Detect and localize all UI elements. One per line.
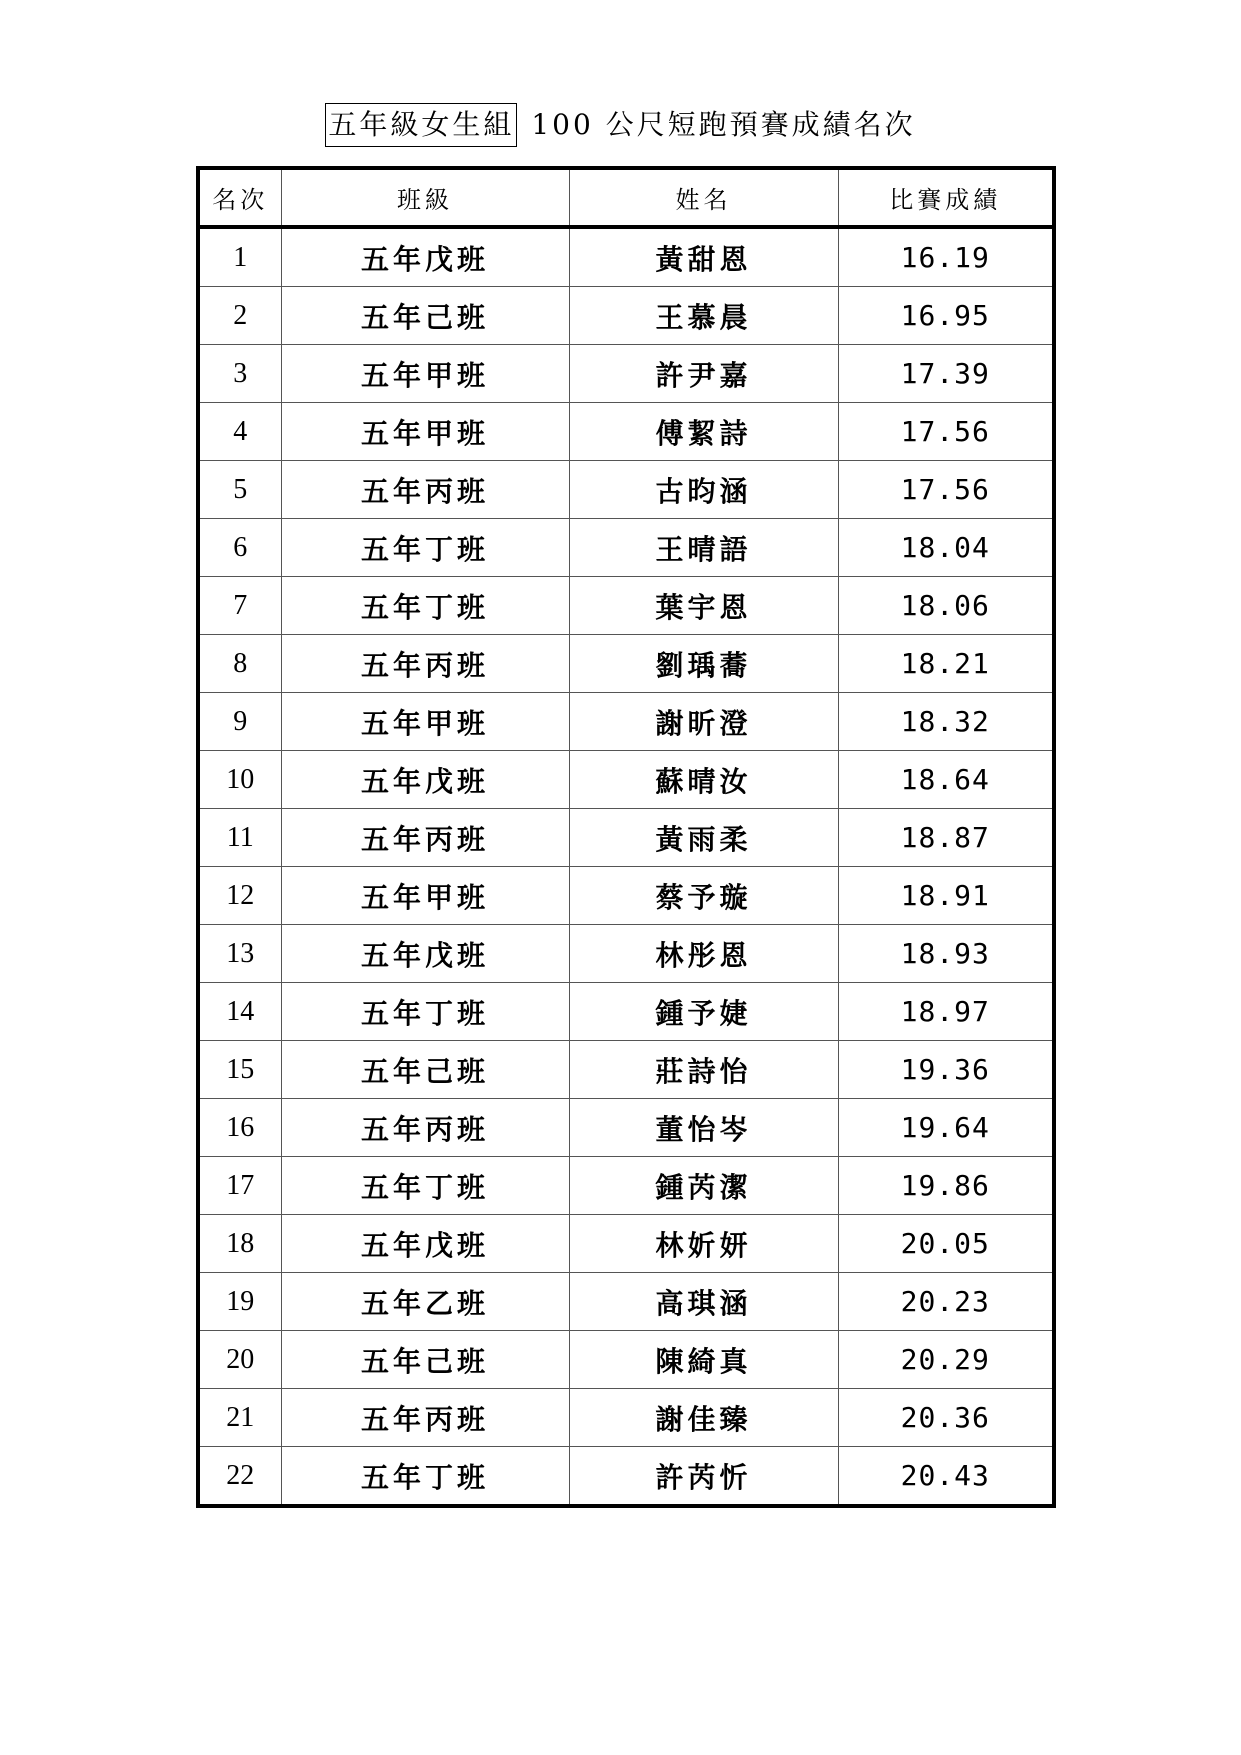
class-cell: 五年丙班 [281,1389,569,1447]
group-label: 五年級女生組 [325,103,517,147]
table-row [198,1215,1054,1273]
class-cell: 五年丙班 [281,635,569,693]
score-cell: 17.39 [838,345,1054,403]
table-row [198,693,1054,751]
name-cell: 黃雨柔 [569,809,838,867]
rank-cell: 5 [198,461,281,519]
table-row [198,751,1054,809]
score-cell: 18.32 [838,693,1054,751]
rank-cell: 9 [198,693,281,751]
page-title [0,102,1241,148]
class-cell: 五年丁班 [281,577,569,635]
name-cell: 高琪涵 [569,1273,838,1331]
class-cell: 五年丁班 [281,1157,569,1215]
score-cell: 17.56 [838,403,1054,461]
name-cell: 陳綺真 [569,1331,838,1389]
score-cell: 19.86 [838,1157,1054,1215]
name-cell: 黃甜恩 [569,227,838,287]
table-row [198,227,1054,287]
score-cell: 19.64 [838,1099,1054,1157]
score-cell: 20.23 [838,1273,1054,1331]
table-row [198,925,1054,983]
name-cell: 古昀涵 [569,461,838,519]
table-row [198,345,1054,403]
score-cell: 20.29 [838,1331,1054,1389]
score-cell: 17.56 [838,461,1054,519]
score-cell: 16.19 [838,227,1054,287]
class-cell: 五年戊班 [281,1215,569,1273]
rank-cell: 13 [198,925,281,983]
class-cell: 五年丙班 [281,1099,569,1157]
score-cell: 20.05 [838,1215,1054,1273]
name-cell: 謝昕澄 [569,693,838,751]
class-cell: 五年丁班 [281,1447,569,1507]
class-cell: 五年丁班 [281,519,569,577]
rank-cell: 18 [198,1215,281,1273]
table-row [198,1447,1054,1507]
score-cell: 18.97 [838,983,1054,1041]
class-cell: 五年丙班 [281,809,569,867]
rank-cell: 15 [198,1041,281,1099]
table-row [198,1099,1054,1157]
name-cell: 傅絜詩 [569,403,838,461]
class-cell: 五年戊班 [281,925,569,983]
score-cell: 19.36 [838,1041,1054,1099]
rank-cell: 19 [198,1273,281,1331]
table-row [198,1273,1054,1331]
score-cell: 18.91 [838,867,1054,925]
class-cell: 五年己班 [281,1331,569,1389]
rank-cell: 12 [198,867,281,925]
rank-cell: 10 [198,751,281,809]
rank-cell: 16 [198,1099,281,1157]
class-cell: 五年甲班 [281,345,569,403]
header-score: 比賽成績 [838,168,1054,227]
rank-cell: 6 [198,519,281,577]
name-cell: 王晴語 [569,519,838,577]
header-class: 班級 [281,168,569,227]
rank-cell: 4 [198,403,281,461]
class-cell: 五年甲班 [281,867,569,925]
score-cell: 20.36 [838,1389,1054,1447]
table-row [198,809,1054,867]
table-row [198,1389,1054,1447]
rank-cell: 20 [198,1331,281,1389]
name-cell: 鍾芮潔 [569,1157,838,1215]
score-cell: 18.06 [838,577,1054,635]
name-cell: 王慕晨 [569,287,838,345]
rank-cell: 17 [198,1157,281,1215]
name-cell: 許尹嘉 [569,345,838,403]
name-cell: 謝佳臻 [569,1389,838,1447]
rank-cell: 14 [198,983,281,1041]
table-row [198,1157,1054,1215]
score-cell: 18.64 [838,751,1054,809]
class-cell: 五年己班 [281,287,569,345]
table-row [198,577,1054,635]
table-row [198,403,1054,461]
event-title: 100 公尺短跑預賽成績名次 [531,108,916,141]
name-cell: 莊詩怡 [569,1041,838,1099]
name-cell: 林妡妍 [569,1215,838,1273]
table-row [198,461,1054,519]
name-cell: 葉宇恩 [569,577,838,635]
header-name: 姓名 [569,168,838,227]
class-cell: 五年甲班 [281,693,569,751]
rank-cell: 11 [198,809,281,867]
score-cell: 18.87 [838,809,1054,867]
score-cell: 18.21 [838,635,1054,693]
rank-cell: 22 [198,1447,281,1507]
class-cell: 五年戊班 [281,227,569,287]
rank-cell: 3 [198,345,281,403]
rank-cell: 2 [198,287,281,345]
table-row [198,287,1054,345]
class-cell: 五年乙班 [281,1273,569,1331]
table-row [198,635,1054,693]
score-cell: 20.43 [838,1447,1054,1507]
rank-cell: 8 [198,635,281,693]
class-cell: 五年甲班 [281,403,569,461]
table-row [198,1041,1054,1099]
rank-cell: 21 [198,1389,281,1447]
header-rank: 名次 [198,168,281,227]
table-row [198,983,1054,1041]
class-cell: 五年己班 [281,1041,569,1099]
class-cell: 五年丙班 [281,461,569,519]
name-cell: 劉瑀蕎 [569,635,838,693]
header-row [198,168,1054,227]
rank-cell: 1 [198,227,281,287]
class-cell: 五年丁班 [281,983,569,1041]
name-cell: 蔡予璇 [569,867,838,925]
score-cell: 18.93 [838,925,1054,983]
results-table [196,166,1056,1508]
table-row [198,1331,1054,1389]
rank-cell: 7 [198,577,281,635]
name-cell: 董怡岑 [569,1099,838,1157]
table-body [198,227,1054,1506]
table-row [198,519,1054,577]
name-cell: 蘇晴汝 [569,751,838,809]
score-cell: 16.95 [838,287,1054,345]
class-cell: 五年戊班 [281,751,569,809]
name-cell: 許芮忻 [569,1447,838,1507]
name-cell: 林彤恩 [569,925,838,983]
score-cell: 18.04 [838,519,1054,577]
name-cell: 鍾予婕 [569,983,838,1041]
table-row [198,867,1054,925]
